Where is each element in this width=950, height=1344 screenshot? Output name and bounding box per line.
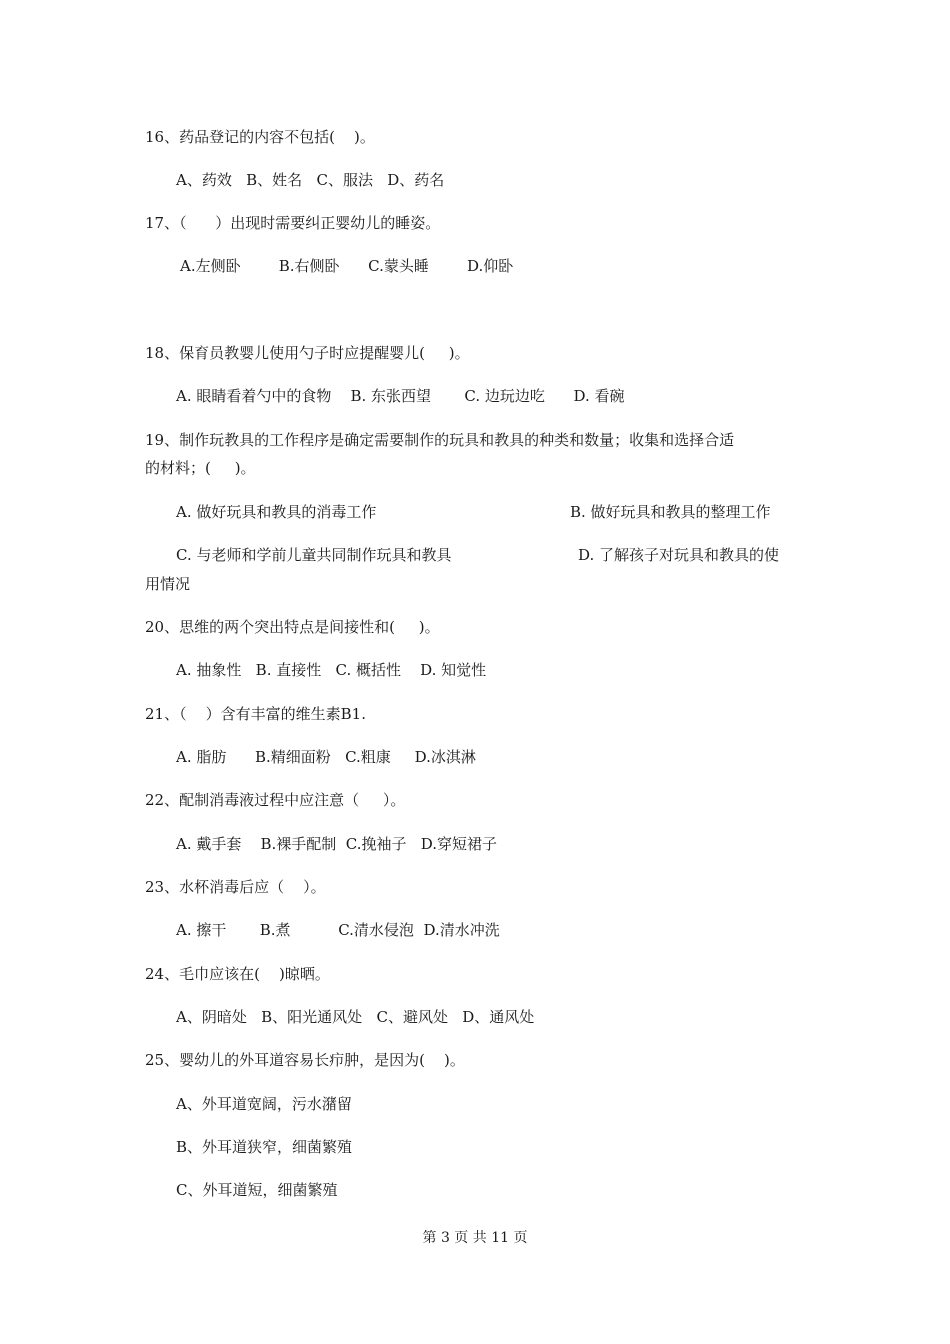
question-19-option-a: A. 做好玩具和教具的消毒工作 xyxy=(176,503,377,521)
question-20-stem: 20、思维的两个突出特点是间接性和( )。 xyxy=(145,618,440,636)
question-24-stem: 24、毛巾应该在( )晾晒。 xyxy=(145,965,330,983)
question-23-options: A. 擦干 B.煮 C.清水侵泡 D.清水冲洗 xyxy=(176,921,500,939)
question-19-stem-line2: 的材料；( )。 xyxy=(145,459,256,477)
question-16-stem: 16、药品登记的内容不包括( )。 xyxy=(145,128,375,146)
question-19-option-d-line2: 用情况 xyxy=(145,575,191,593)
question-25-stem: 25、婴幼儿的外耳道容易长疖肿，是因为( )。 xyxy=(145,1051,465,1069)
question-25-option-b: B、外耳道狭窄，细菌繁殖 xyxy=(176,1138,353,1156)
question-22-stem: 22、配制消毒液过程中应注意（ ）。 xyxy=(145,791,406,809)
question-24-options: A、阴暗处 B、阳光通风处 C、避风处 D、通风处 xyxy=(176,1008,535,1026)
page-footer: 第 3 页 共 11 页 xyxy=(422,1230,528,1246)
question-17-options: A.左侧卧 B.右侧卧 C.蒙头睡 D.仰卧 xyxy=(180,257,514,275)
question-21-stem: 21、（ ）含有丰富的维生素B1. xyxy=(145,705,366,723)
question-21-options: A. 脂肪 B.精细面粉 C.粗康 D.冰淇淋 xyxy=(176,748,476,766)
question-25-option-a: A、外耳道宽阔，污水潴留 xyxy=(176,1095,352,1113)
question-16-options: A、药效 B、姓名 C、服法 D、药名 xyxy=(176,171,445,189)
question-19-option-d-line1: D. 了解孩子对玩具和教具的使 xyxy=(578,546,780,564)
question-22-options: A. 戴手套 B.裸手配制 C.挽袖子 D.穿短裙子 xyxy=(176,835,498,853)
question-20-options: A. 抽象性 B. 直接性 C. 概括性 D. 知觉性 xyxy=(176,661,487,679)
question-18-stem: 18、保育员教婴儿使用勺子时应提醒婴儿( )。 xyxy=(145,344,470,362)
question-19-stem-line1: 19、制作玩教具的工作程序是确定需要制作的玩具和教具的种类和数量；收集和选择合适 xyxy=(145,431,735,449)
question-18-options: A. 眼睛看着勺中的食物 B. 东张西望 C. 边玩边吃 D. 看碗 xyxy=(176,387,625,405)
question-19-option-b: B. 做好玩具和教具的整理工作 xyxy=(570,503,771,521)
question-25-option-c: C、外耳道短，细菌繁殖 xyxy=(176,1181,338,1199)
question-17-stem: 17、（ ）出现时需要纠正婴幼儿的睡姿。 xyxy=(145,214,441,232)
question-23-stem: 23、水杯消毒后应（ ）。 xyxy=(145,878,326,896)
question-19-option-c: C. 与老师和学前儿童共同制作玩具和教具 xyxy=(176,546,452,564)
